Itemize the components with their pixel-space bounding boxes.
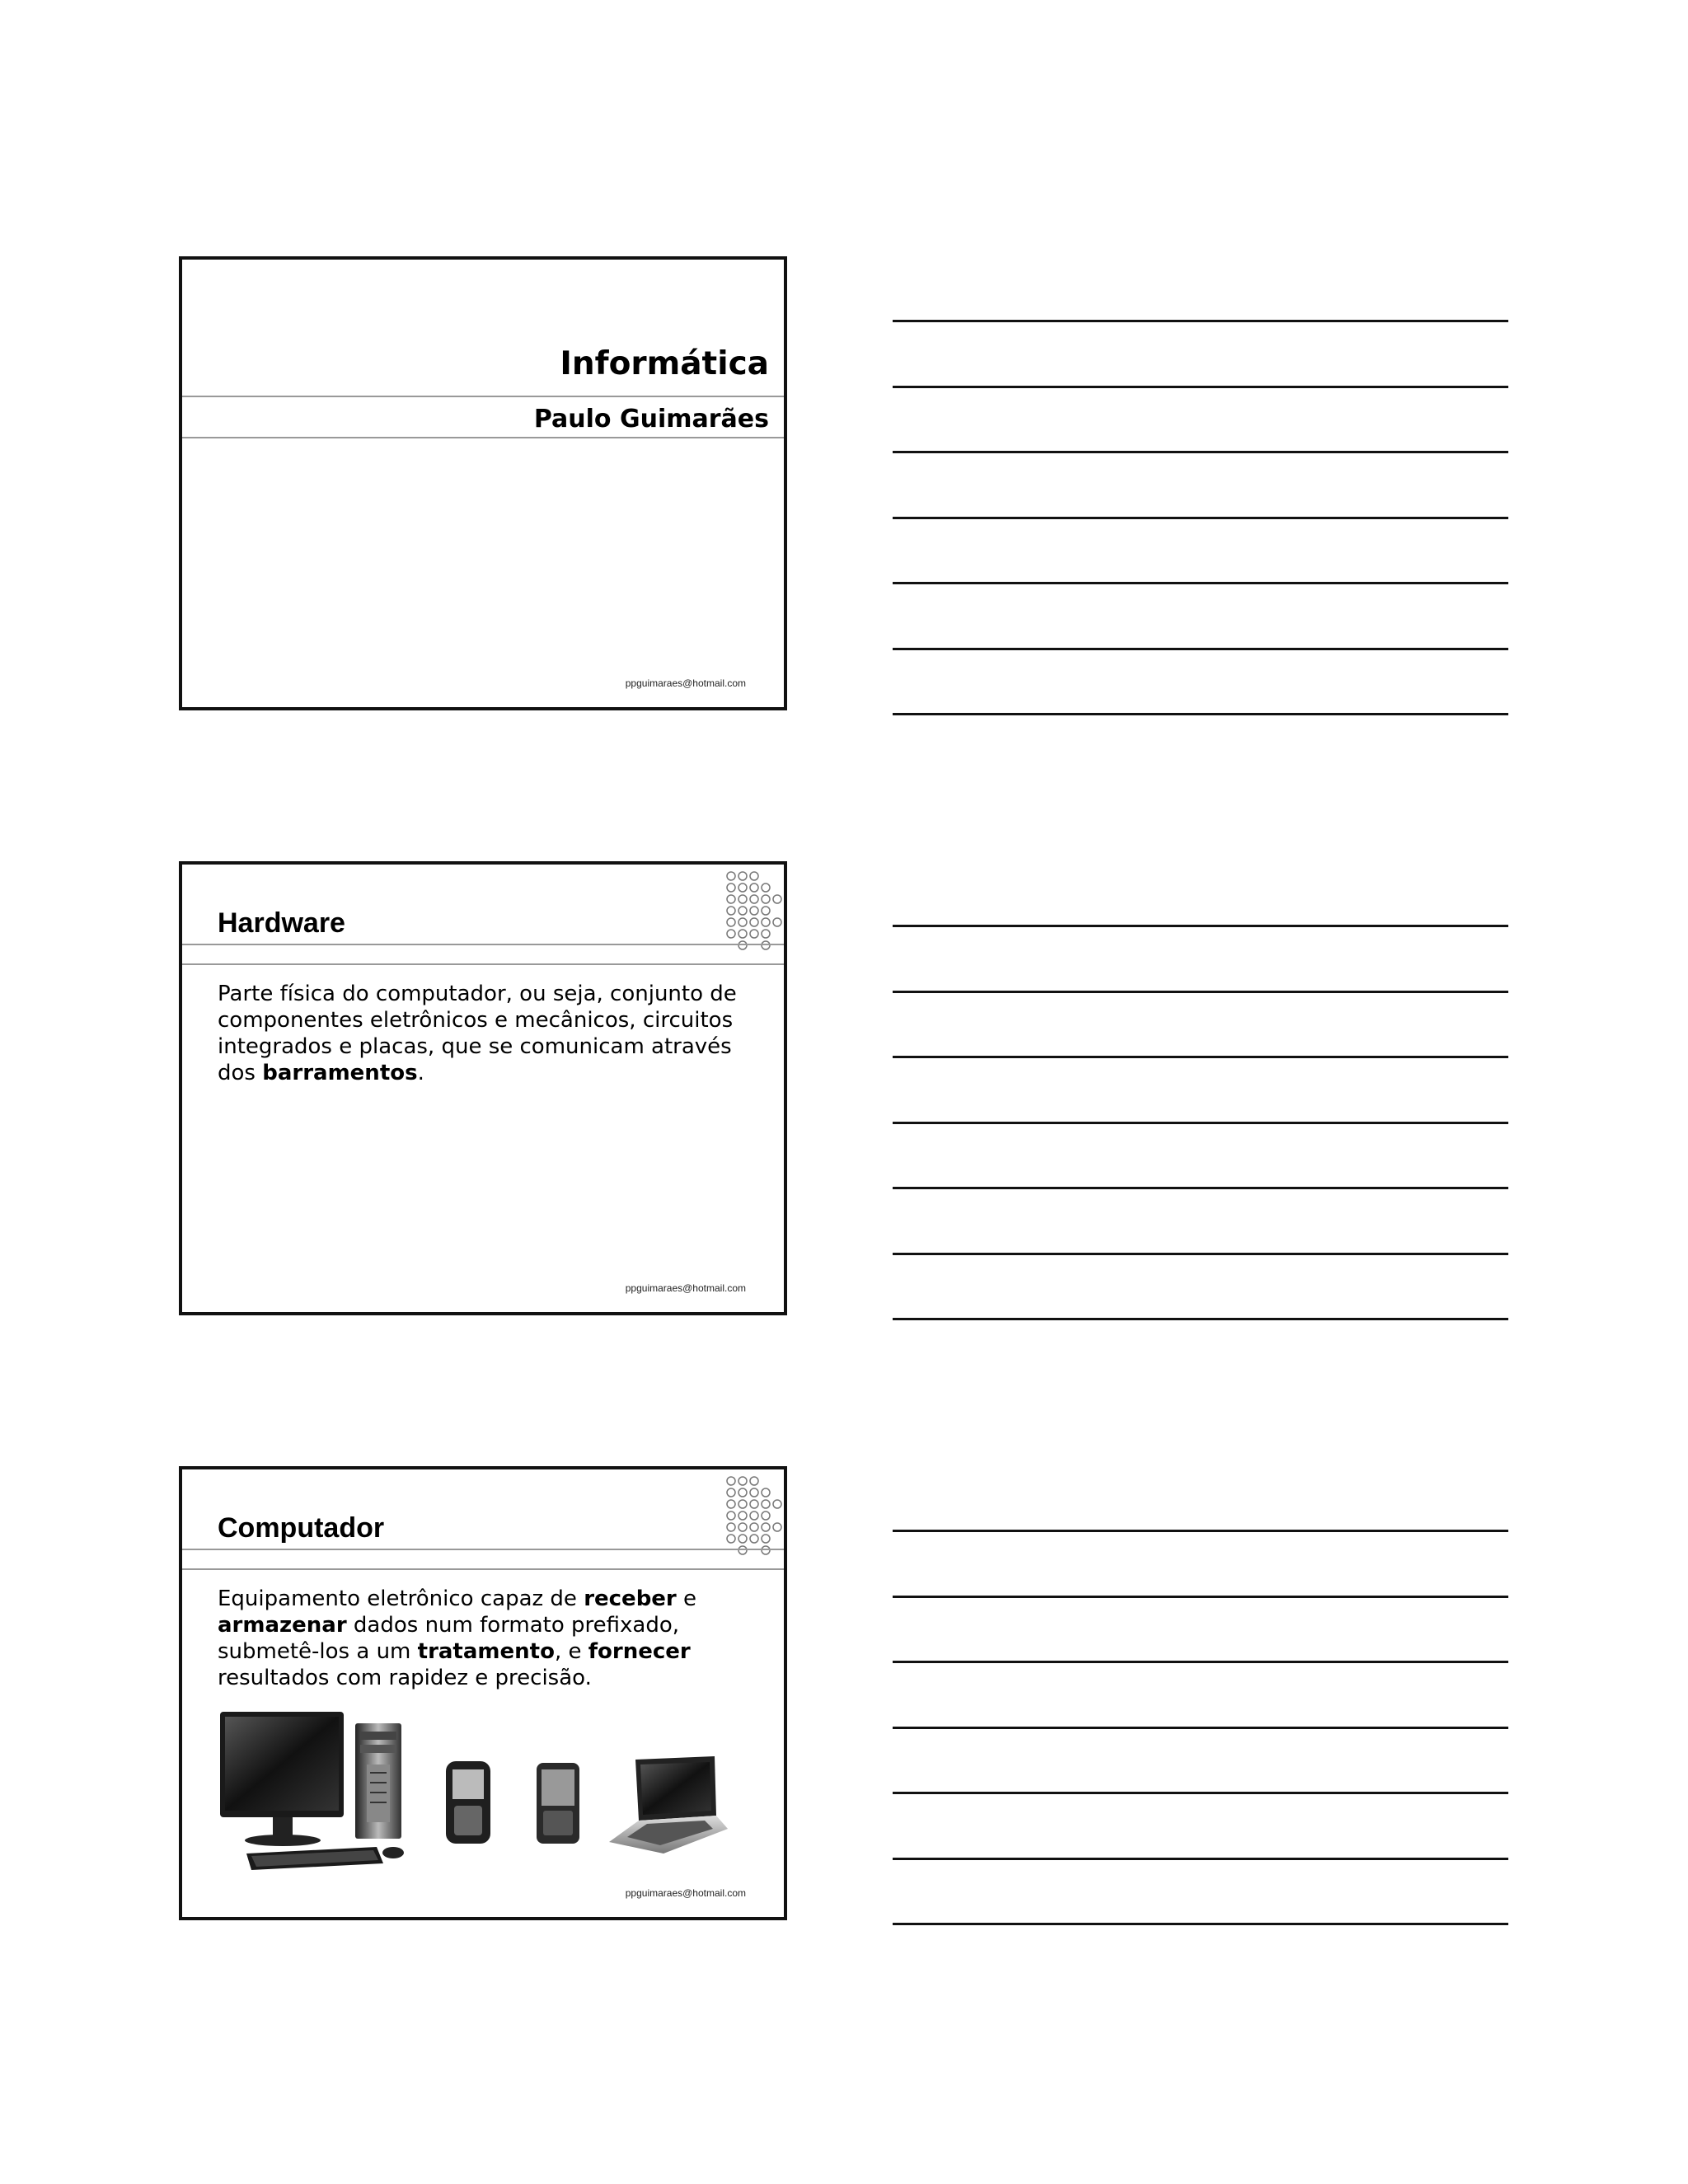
- dot: [773, 918, 781, 926]
- keyboard-icon: [246, 1847, 383, 1870]
- body-text: Equipamento eletrônico capaz de: [218, 1586, 584, 1611]
- note-line: [893, 1253, 1508, 1255]
- dot: [738, 883, 747, 892]
- note-line: [893, 1596, 1508, 1598]
- title-divider: [182, 944, 784, 945]
- slide-1-footer: ppguimaraes@hotmail.com: [625, 677, 746, 689]
- dot-pattern-icon: [724, 1474, 784, 1567]
- dot: [762, 1511, 770, 1520]
- dot: [738, 918, 747, 926]
- dot: [727, 918, 735, 926]
- dot: [727, 1500, 735, 1508]
- dot: [762, 1546, 770, 1554]
- title-divider-lower: [182, 963, 784, 965]
- dot: [738, 1535, 747, 1543]
- slide-1-title: Informática: [560, 345, 769, 382]
- title-divider-lower: [182, 1568, 784, 1570]
- body-text: e: [676, 1586, 697, 1611]
- note-line: [893, 582, 1508, 584]
- note-line: [893, 451, 1508, 453]
- slide-1-author: Paulo Guimarães: [533, 405, 769, 434]
- body-text: Parte física do computador, ou seja, conjunto de componentes eletrônicos e mecânicos, circuitos integrados e placas, que se comunicam através dos: [218, 982, 737, 1085]
- dot: [738, 872, 747, 880]
- slide-3-title: Computador: [218, 1512, 385, 1544]
- title-divider: [182, 1549, 784, 1550]
- note-line: [893, 925, 1508, 927]
- dot: [750, 918, 758, 926]
- author-divider: [182, 437, 784, 438]
- dot: [750, 872, 758, 880]
- dot: [738, 1546, 747, 1554]
- dot: [762, 1500, 770, 1508]
- dot: [738, 1500, 747, 1508]
- computer-devices-illustration: [218, 1707, 746, 1882]
- dot: [750, 1477, 758, 1485]
- dot: [727, 895, 735, 903]
- slide-3-footer: ppguimaraes@hotmail.com: [625, 1887, 746, 1899]
- note-line: [893, 991, 1508, 993]
- dot: [738, 941, 747, 949]
- dot: [762, 1535, 770, 1543]
- dot: [738, 1488, 747, 1497]
- note-line: [893, 1661, 1508, 1663]
- dot: [727, 1477, 735, 1485]
- dot: [727, 907, 735, 915]
- dot: [762, 1488, 770, 1497]
- slide-2-footer: ppguimaraes@hotmail.com: [625, 1282, 746, 1294]
- dot: [762, 895, 770, 903]
- note-line: [893, 1858, 1508, 1860]
- note-line: [893, 1727, 1508, 1729]
- dot: [727, 1511, 735, 1520]
- body-bold-text: receber: [584, 1586, 677, 1611]
- dot: [738, 895, 747, 903]
- slide-2-body: [218, 981, 745, 1086]
- note-line: [893, 1792, 1508, 1794]
- dot: [750, 1500, 758, 1508]
- body-text: , e: [554, 1639, 588, 1664]
- dot: [727, 883, 735, 892]
- note-line: [893, 386, 1508, 388]
- dot: [738, 930, 747, 938]
- dot: [738, 1511, 747, 1520]
- note-line: [893, 1530, 1508, 1532]
- dot: [750, 1535, 758, 1543]
- dot: [727, 1535, 735, 1543]
- title-divider: [182, 396, 784, 397]
- slide-hardware: [179, 861, 787, 1315]
- pda-phone-icon: [537, 1763, 579, 1844]
- dot-pattern-icon: [724, 869, 784, 962]
- slide-2-title: Hardware: [218, 907, 345, 939]
- dot: [762, 930, 770, 938]
- dot: [750, 883, 758, 892]
- note-line: [893, 1318, 1508, 1320]
- body-bold-text: tratamento: [417, 1639, 555, 1664]
- body-text: dados num formato prefixado, submetê-los a um: [218, 1613, 680, 1664]
- body-text: .: [417, 1061, 424, 1085]
- body-text: resultados com rapidez e precisão.: [218, 1666, 592, 1690]
- dot: [750, 930, 758, 938]
- dot: [762, 918, 770, 926]
- slide-computador: [179, 1466, 787, 1920]
- dot: [773, 1500, 781, 1508]
- dot: [727, 872, 735, 880]
- dot: [727, 1488, 735, 1497]
- note-line: [893, 713, 1508, 715]
- mouse-icon: [382, 1847, 404, 1858]
- note-line: [893, 648, 1508, 650]
- dot: [750, 1523, 758, 1531]
- smartphone-icon: [446, 1761, 490, 1844]
- dot: [727, 930, 735, 938]
- note-line: [893, 1187, 1508, 1189]
- dot: [762, 941, 770, 949]
- dot: [750, 895, 758, 903]
- dot: [762, 883, 770, 892]
- note-line: [893, 320, 1508, 322]
- dot: [773, 895, 781, 903]
- dot: [750, 1511, 758, 1520]
- note-line: [893, 1122, 1508, 1124]
- dot: [773, 1523, 781, 1531]
- body-bold-text: armazenar: [218, 1613, 347, 1638]
- dot: [762, 1523, 770, 1531]
- laptop-icon: [609, 1756, 728, 1854]
- dot: [750, 1488, 758, 1497]
- pc-tower-icon: [355, 1723, 401, 1839]
- note-line: [893, 517, 1508, 519]
- body-bold-text: barramentos: [262, 1061, 418, 1085]
- dot: [738, 1523, 747, 1531]
- dot: [727, 1523, 735, 1531]
- dot: [762, 907, 770, 915]
- note-line: [893, 1056, 1508, 1058]
- dot: [738, 1477, 747, 1485]
- body-bold-text: fornecer: [588, 1639, 691, 1664]
- dot: [750, 907, 758, 915]
- monitor-icon: [220, 1712, 344, 1846]
- dot: [738, 907, 747, 915]
- slide-title: [179, 256, 787, 710]
- slide-3-body: [218, 1586, 745, 1691]
- note-line: [893, 1923, 1508, 1925]
